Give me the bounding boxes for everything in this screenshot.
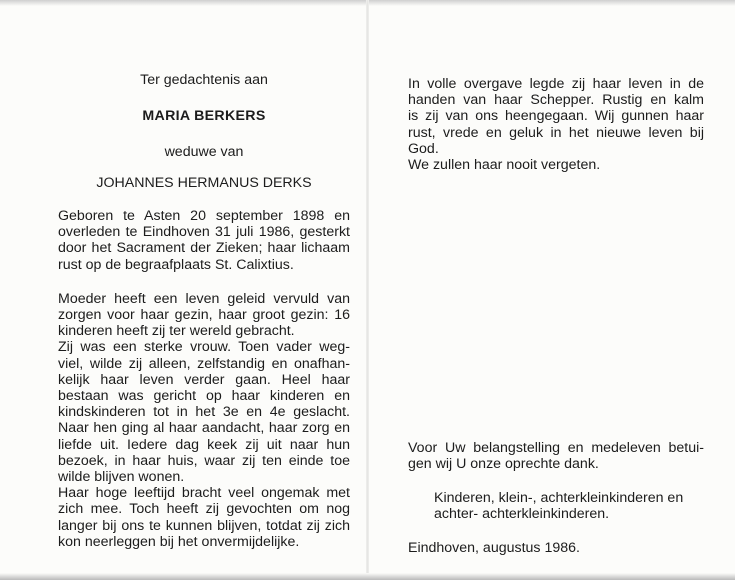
paragraph-line: In volle overgave legde zij haar leven in de bbox=[408, 76, 704, 92]
paragraph-line: handen van haar Schepper. Rustig en kalm bbox=[408, 92, 704, 109]
left-page bbox=[58, 72, 350, 550]
paragraph-line: Kinderen, klein-, achterkleinkinderen en bbox=[434, 490, 684, 506]
paragraph-line: bezoek, in haar huis, waar zij ten einde toe bbox=[58, 452, 350, 469]
widow-of-line: weduwe van bbox=[164, 144, 244, 160]
life-story-paragraph bbox=[58, 291, 350, 550]
paragraph-line: Voor Uw belangstelling en medeleven betui- bbox=[408, 440, 704, 456]
paragraph-line: We zullen haar nooit vergeten. bbox=[408, 157, 601, 174]
paragraph-line: door het Sacrament der Zieken; haar lichaam bbox=[58, 240, 350, 257]
paragraph-line: God. bbox=[408, 140, 439, 157]
paragraph-line: rust, vrede en geluk in het nieuwe leven bij bbox=[408, 124, 704, 141]
card-bottom-edge bbox=[0, 573, 735, 580]
husband-name: JOHANNES HERMANUS DERKS bbox=[96, 175, 312, 191]
surrender-paragraph bbox=[408, 76, 704, 173]
paragraph-line: kelijk haar leven verder gaan. Heel haar bbox=[58, 371, 350, 388]
paragraph-line: kinderen heeft zij ter wereld gebracht. bbox=[58, 323, 295, 340]
paragraph-line: Haar hoge leeftijd bracht veel ongemak met bbox=[58, 485, 350, 502]
paragraph-line: kon neerleggen bij het onvermijdelijke. bbox=[58, 533, 300, 550]
paragraph-line: bestaan was gericht op haar kinderen en bbox=[58, 388, 350, 405]
thanks-paragraph bbox=[408, 440, 704, 472]
paragraph-line: viel, wilde zij alleen, zelfstandig en onafhan- bbox=[58, 355, 350, 372]
place-date: Eindhoven, augustus 1986. bbox=[408, 540, 580, 556]
paragraph-line: Naar hen ging al haar aandacht, haar zorg en bbox=[58, 420, 350, 437]
right-page bbox=[408, 76, 704, 556]
paragraph-line: liefde uit. Iedere dag keek zij uit naar hun bbox=[58, 436, 350, 453]
paragraph-line: is zij van ons heengegaan. Wij gunnen haar bbox=[408, 108, 704, 125]
paragraph-line: zich mee. Toch heeft zij gevochten om nog bbox=[58, 501, 350, 518]
deceased-name: MARIA BERKERS bbox=[142, 108, 266, 124]
paragraph-line: rust op de begraafplaats St. Calixtius. bbox=[58, 256, 294, 273]
paragraph-line: achter- achterkleinkinderen. bbox=[434, 506, 610, 523]
paragraph-line: gen wij U onze oprechte dank. bbox=[408, 456, 599, 473]
family-signature bbox=[434, 490, 704, 522]
paragraph-line: langer bij ons te kunnen blijven, totdat zij zich bbox=[58, 517, 350, 534]
intro-line: Ter gedachtenis aan bbox=[140, 72, 268, 88]
paragraph-line: kindskinderen tot in het 3e en 4e geslacht. bbox=[58, 404, 350, 421]
paragraph-line: Moeder heeft een leven geleid vervuld van bbox=[58, 290, 350, 307]
paragraph-line: Geboren te Asten 20 september 1898 en bbox=[58, 208, 350, 224]
paragraph-line: wilde blijven wonen. bbox=[58, 469, 185, 486]
paragraph-line: zorgen voor haar gezin, haar groot gezin: 16 bbox=[58, 307, 350, 324]
card-fold bbox=[366, 0, 369, 580]
paragraph-line: Zij was een sterke vrouw. Toen vader weg- bbox=[58, 339, 350, 356]
birth-death-paragraph bbox=[58, 208, 350, 273]
paragraph-line: overleden te Eindhoven 31 juli 1986, gesterkt bbox=[58, 224, 350, 241]
